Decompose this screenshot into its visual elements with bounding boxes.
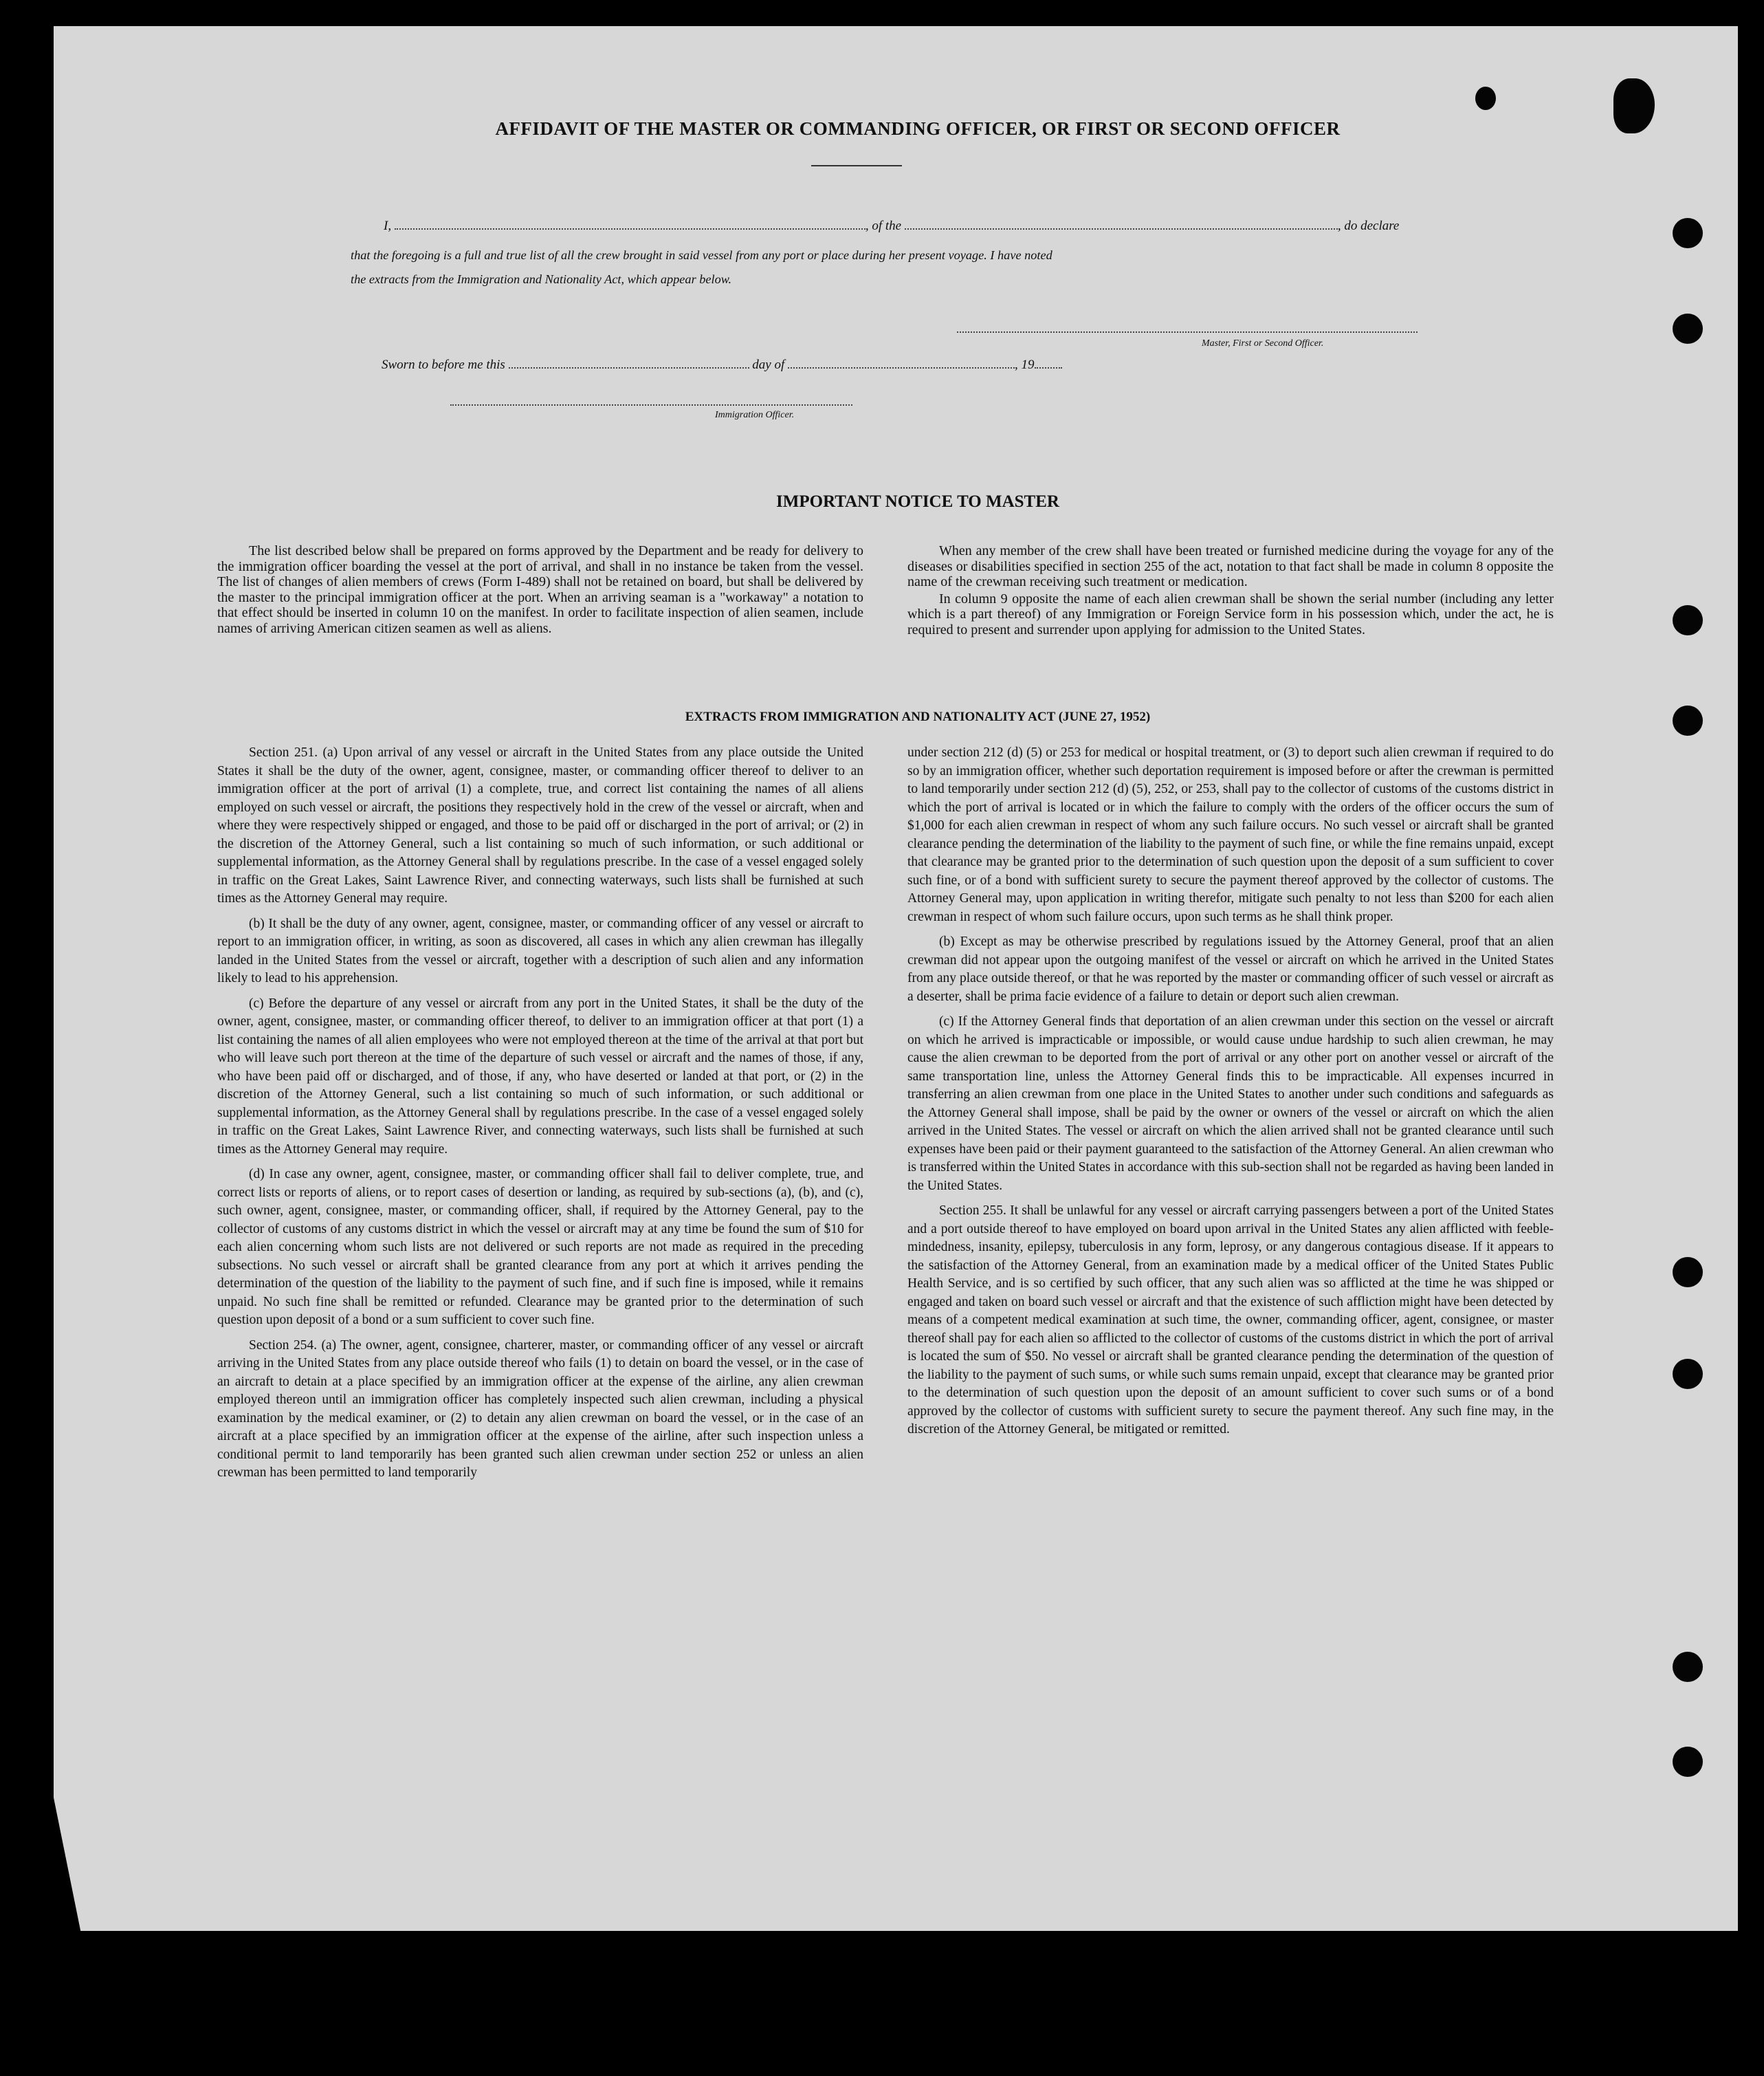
of-the-label: , of the [865, 219, 902, 233]
binder-hole [1673, 314, 1703, 344]
sworn-year-field[interactable] [1035, 358, 1062, 369]
binder-hole [1673, 605, 1703, 635]
sworn-line [382, 358, 1062, 373]
notice-paragraph: When any member of the crew shall have been treated or furnished medicine during the voyage for any of the diseases or disabilities specified in section 255 of the act, notation to that fact shall be made in column 8 opposite the name of the crewman receiving such treatment or medication. [907, 543, 1554, 589]
affidavit-title: AFFIDAVIT OF THE MASTER OR COMMANDING OFFICER, OR FIRST OR SECOND OFFICER [495, 118, 1341, 139]
declaration-line [384, 219, 1399, 234]
notice-paragraph: In column 9 opposite the name of each alien crewman shall be shown the serial number (including any letter which is a part thereof) of any Immigration or Foreign Service form in his possession which, under the act, he is required to present and surrender upon applying for admission to the United States. [907, 591, 1554, 637]
officer-signature-field[interactable] [450, 395, 852, 406]
sworn-month-field[interactable] [788, 358, 1015, 369]
binder-hole [1673, 1359, 1703, 1389]
section-251a: Section 251. (a) Upon arrival of any vessel or aircraft in the United States from any place outside the United States it shall be the duty of the owner, agent, consignee, master, or commanding officer thereof to deliver to an immigration officer at the port of arrival (1) a complete, true, and correct list containing the names of all aliens employed on such vessel or aircraft, the positions they respectively hold in the crew of the vessel or aircraft, when and where they were respectively shipped or engaged, and those to be paid off or discharged in the port of arrival; or (2) in the discretion of the Attorney General, such a list containing so much of such information, or such additional or supplemental information, as the Attorney General shall by regulations prescribe. In the case of a vessel engaged solely in traffic on the Great Lakes, Saint Lawrence River, and connecting waterways, such lists shall be furnished at such times as the Attorney General may require. [217, 745, 863, 906]
section-255: Section 255. It shall be unlawful for any vessel or aircraft carrying passengers between a port of the United States and a port outside thereof to have employed on board upon arrival in the United States any alien afflicted with feeble-mindedness, insanity, epilepsy, tuberculosis in any form, leprosy, or any dangerous contagious disease. If it appears to the satisfaction of the Attorney General, from an examination made by a medical officer of the United States Public Health Service, and is so certified by such officer, that any such alien was so afflicted at the time he was shipped or engaged and taken on board such vessel or aircraft and that the existence of such affliction might have been detected by means of a competent medical examination at such time, the owner, commanding officer, agent, consignee, or master thereof shall pay for each alien so afflicted to the collector of customs of the customs district in which the port of arrival is located the sum of $50. No vessel or aircraft shall be granted clearance pending the determination of the question of the liability to the payment of such sums, or while such sums remain unpaid, except that clearance may be granted prior to the determination of such question upon the deposit of an amount sufficient to cover such sums or of a bond approved by the collector of customs with sufficient surety to secure the payment thereof. Any such fine may, in the discretion of the Attorney General, be mitigated or remitted. [907, 1203, 1554, 1436]
statement-line-1: that the foregoing is a full and true list of all the crew brought in said vessel from any port or place during her present voyage. I have noted [351, 248, 1052, 262]
notice-left-column [217, 543, 863, 643]
extracts-right-column [907, 744, 1554, 1446]
binder-hole [1673, 1652, 1703, 1682]
vessel-field[interactable] [905, 219, 1338, 230]
notice-right-column [907, 543, 1554, 644]
sworn-day-field[interactable] [509, 358, 749, 369]
notice-paragraph: The list described below shall be prepared on forms approved by the Department and be ready for delivery to the immigration officer boarding the vessel at the port of arrival, and shall in no instance be taken from the vessel. The list of changes of alien members of crews (Form I-489) shall not be retained on board, but shall be delivered by the master to the principal immigration officer at the port. When an arriving seaman is a "workaway" a notation to that effect should be inserted in column 10 on the manifest. In order to facilitate inspection of alien seamen, include names of arriving American citizen seamen as well as aliens. [217, 543, 863, 636]
binder-hole [1673, 1257, 1703, 1287]
year-prefix: , 19 [1015, 358, 1035, 372]
section-254b: (b) Except as may be otherwise prescribed by regulations issued by the Attorney General, proof that an alien crewman did not appear upon the outgoing manifest of the vessel or aircraft on which he arrived in the United States from any place outside thereof, or that he was reported by the master or commanding officer of such vessel or aircraft as a deserter, shall be prima facie evidence of a failure to detain or deport such alien crewman. [907, 935, 1554, 1004]
binder-hole [1673, 1747, 1703, 1777]
section-254a: Section 254. (a) The owner, agent, consignee, charterer, master, or commanding officer of any vessel or aircraft arriving in the United States from any place outside thereof who fails (1) to detain on board the vessel, or in the case of an aircraft to detain at a place specified by an immigration officer at the expense of the airline, any alien crewman employed thereon until an immigration officer has completely inspected such alien crewman, including a physical examination by the medical examiner, or (2) to detain any alien crewman on board the vessel, or in the case of an aircraft at a place specified by an immigration officer at the expense of the airline, after such inspection unless a conditional permit to land temporarily has been granted such alien crewman under section 252 or unless an alien crewman has been permitted to land temporarily [217, 1337, 863, 1480]
officer-caption: Immigration Officer. [715, 410, 795, 420]
section-254c: (c) If the Attorney General finds that deportation of an alien crewman under this section on the vessel or aircraft on which he arrived is impracticable or impossible, or would cause undue hardship to such alien crewman, he may cause the alien crewman to be deported from the port of arrival or any other port on another vessel or aircraft of the same transportation line, unless the Attorney General finds this to be impracticable. All expenses incurred in transferring an alien crewman from one place in the United States to another under such conditions and safeguards as the Attorney General shall impose, shall be paid by the owner or owners of the vessel or aircraft on which the alien arrived in the United States. The vessel or aircraft on which the alien arrived shall not be granted clearance until such expenses have been paid or their payment guaranteed to the satisfaction of the Attorney General. An alien crewman who is transferred within the United States in accordance with this sub-section shall not be regarded as having been landed in the United States. [907, 1014, 1554, 1193]
statement-line-2: the extracts from the Immigration and Nationality Act, which appear below. [351, 272, 732, 286]
day-of-label: day of [752, 358, 785, 372]
ink-blot [1475, 87, 1496, 110]
name-field[interactable] [395, 219, 866, 230]
i-label: I, [384, 219, 392, 233]
extracts-left-column [217, 744, 863, 1489]
sworn-label: Sworn to before me this [382, 358, 505, 372]
section-251d: (d) In case any owner, agent, consignee, master, or commanding officer shall fail to deliver complete, true, and correct lists or reports of aliens, or to report cases of desertion or landing, as required by sub-sections (a), (b), and (c), such owner, agent, consignee, master, or commanding officer, shall, if required by the Attorney General, pay to the collector of customs of any customs district in which the vessel or aircraft may at any time be found the sum of $10 for each alien concerning whom such lists are not delivered or such reports are not made as required in the preceding subsections. No such vessel or aircraft shall be granted clearance from any port at which it arrives pending the determination of the question of the liability to the payment of such fine, and if such fine is imposed, while it remains unpaid. No such fine shall be remitted or refunded. Clearance may be granted prior to the determination of such question upon deposit of a bond or a sum sufficient to cover such fine. [217, 1167, 863, 1327]
binder-hole [1673, 218, 1703, 248]
extracts-title: EXTRACTS FROM IMMIGRATION AND NATIONALITY ACT (JUNE 27, 1952) [685, 710, 1151, 724]
notice-title: IMPORTANT NOTICE TO MASTER [776, 492, 1059, 511]
master-caption: Master, First or Second Officer. [1202, 338, 1324, 349]
section-251c: (c) Before the departure of any vessel or aircraft from any port in the United States, it shall be the duty of the owner, agent, consignee, master, or commanding officer thereof, to deliver to an immigration officer at that port (1) a list containing the names of all alien employees who were not employed thereon at the time of the arrival at that port but who will leave such port thereon at the time of the departure of such vessel or aircraft and the names of those, if any, who have been paid off or discharged, and of those, if any, who have deserted or landed at that port, or (2) in the discretion of the Attorney General, such a list containing so much of such information, or such additional or supplemental information, as the Attorney General shall by regulations prescribe. In the case of a vessel engaged solely in traffic on the Great Lakes, Saint Lawrence River, and connecting waterways, such lists shall be furnished at such times as the Attorney General may require. [217, 996, 863, 1157]
section-254a-continued: under section 212 (d) (5) or 253 for medical or hospital treatment, or (3) to deport such alien crewman if required to do so by an immigration officer, whether such deportation requirement is imposed before or after the crewman is permitted to land temporarily under section 212 (d) (5), 252, or 253, shall pay to the collector of customs of the customs district in which the port of arrival is located or in which the failure to comply with the orders of the officer occurs the sum of $1,000 for each alien crewman in respect of whom any such failure occurs. No such vessel or aircraft shall be granted clearance pending the determination of the liability to the payment of such fine, or while the fine remains unpaid, except that clearance may be granted prior to the determination of such question upon the deposit of a sum sufficient to cover such fine, or of a bond with sufficient surety to secure the payment thereof approved by the collector of customs. The Attorney General may, upon application in writing therefor, mitigate such penalty to not less than $200 for each alien crewman in respect of whom such failure occurs, upon such terms as he shall think proper. [907, 745, 1554, 924]
title-underline [811, 165, 902, 166]
do-declare-label: , do declare [1337, 219, 1400, 233]
master-signature-field[interactable] [957, 322, 1418, 333]
section-251b: (b) It shall be the duty of any owner, agent, consignee, master, or commanding officer of any vessel or aircraft to report to an immigration officer, in writing, as soon as discovered, all cases in which any alien crewman has illegally landed in the United States from the vessel or aircraft, together with a description of such alien and any information likely to lead to his apprehension. [217, 916, 863, 985]
